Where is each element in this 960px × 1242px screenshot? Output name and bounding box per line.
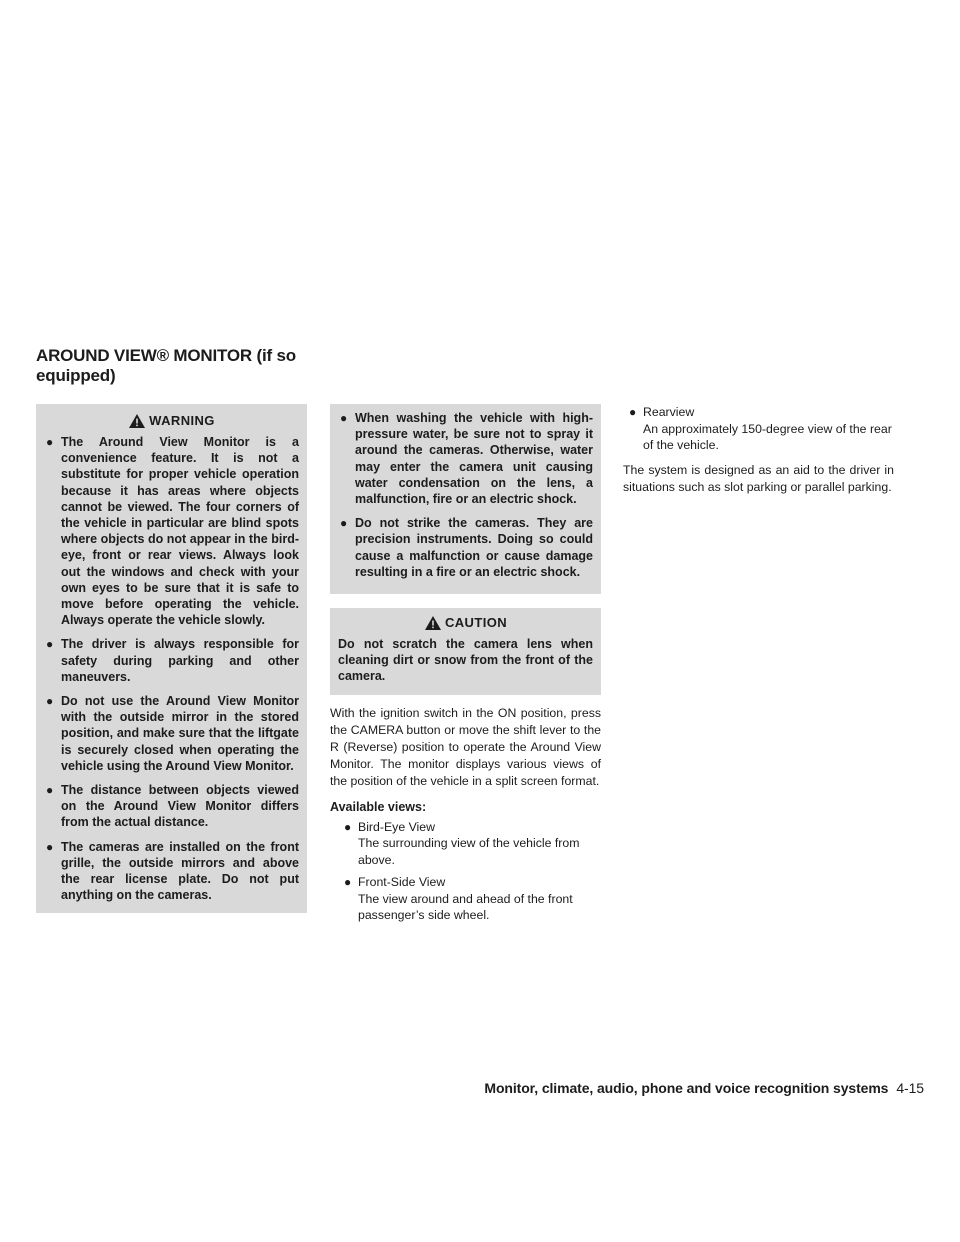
page-footer: [484, 1080, 924, 1096]
view-item-bird-eye: [330, 819, 601, 869]
caution-box: [330, 608, 601, 695]
section-title: AROUND VIEW® MONITOR (if so equipped): [36, 346, 296, 385]
column-middle: [330, 404, 601, 930]
views-heading: Available views:: [330, 799, 427, 814]
view-description: An approximately 150-degree view of the rear of the vehicle.: [643, 421, 892, 452]
view-name: Rearview: [643, 405, 695, 419]
view-description: The surrounding view of the vehicle from above.: [358, 836, 580, 867]
view-item-rearview: [623, 404, 894, 454]
chapter-title: Monitor, climate, audio, phone and voice recognition systems: [484, 1080, 889, 1096]
warning-item: ● The distance between objects viewed on the Around View Monitor differs from the actual distance.: [46, 783, 299, 830]
warning-item: ● Do not strike the cameras. They are precision instruments. Doing so could cause a malfunction or cause damage resulting in a fire or an electric shock.: [340, 516, 593, 579]
intro-paragraph: With the ignition switch in the ON position, press the CAMERA button or move the shift lever to the R (Reverse) position to operate the Around View Monitor. The monitor displays various views of the position of the vehicle in a split screen format.: [330, 705, 601, 788]
caution-text: Do not scratch the camera lens when cleaning dirt or snow from the front of the camera.: [338, 637, 593, 684]
warning-triangle-icon: [128, 413, 146, 429]
bullet-icon: ●: [344, 819, 352, 834]
bullet-icon: ●: [46, 783, 54, 798]
warning-item: ● The Around View Monitor is a convenience feature. It is not a substitute for proper vehicle operation because it has areas where objects cannot be viewed. The four corners of the vehicle in particular are blind spots where objects do not appear in the bird-eye, front or rear views. Always look out the windows and check with your own eyes to be sure that it is safe to move before operating the vehicle. Always operate the vehicle slowly.: [46, 435, 299, 628]
warning-item: ● The cameras are installed on the front grille, the outside mirrors and above the rear license plate. Do not put anything on the cameras.: [46, 839, 299, 903]
bullet-icon: ●: [46, 839, 54, 854]
warning-box: [36, 404, 307, 913]
caution-heading: CAUTION: [444, 614, 508, 630]
bullet-icon: ●: [46, 694, 54, 709]
warning-item: ● Do not use the Around View Monitor with the outside mirror in the stored position, and make sure that the liftgate is securely closed when operating the vehicle using the Around View Monitor.: [46, 694, 299, 773]
caution-triangle-icon: [424, 615, 442, 631]
page-number: 4-15: [896, 1080, 924, 1096]
view-name: Bird-Eye View: [358, 819, 435, 834]
warning-item: ● When washing the vehicle with high-pressure water, be sure not to spray it around the cameras. Otherwise, water may enter the camera unit causing water condensation on the lens, a malfunction, fire or an electric shock.: [340, 411, 593, 507]
bullet-icon: ●: [340, 516, 348, 531]
view-name: Front-Side View: [358, 875, 446, 890]
bullet-icon: ●: [340, 411, 348, 425]
closing-paragraph: The system is designed as an aid to the driver in situations such as slot parking or parallel parking.: [623, 462, 894, 494]
bullet-icon: ●: [344, 875, 352, 890]
warning-header: [44, 412, 299, 429]
caution-header: [338, 614, 593, 631]
warning-item: ● The driver is always responsible for safety during parking and other maneuvers.: [46, 637, 299, 684]
bullet-icon: ●: [46, 435, 54, 449]
warning-heading: WARNING: [149, 412, 215, 428]
warning-box-continued: [330, 404, 601, 594]
view-description: The view around and ahead of the front passenger’s side wheel.: [358, 891, 573, 923]
bullet-icon: ●: [629, 405, 637, 419]
column-right: [623, 404, 894, 496]
view-item-front-side: [330, 874, 601, 924]
column-left: [36, 404, 307, 913]
bullet-icon: ●: [46, 637, 54, 652]
